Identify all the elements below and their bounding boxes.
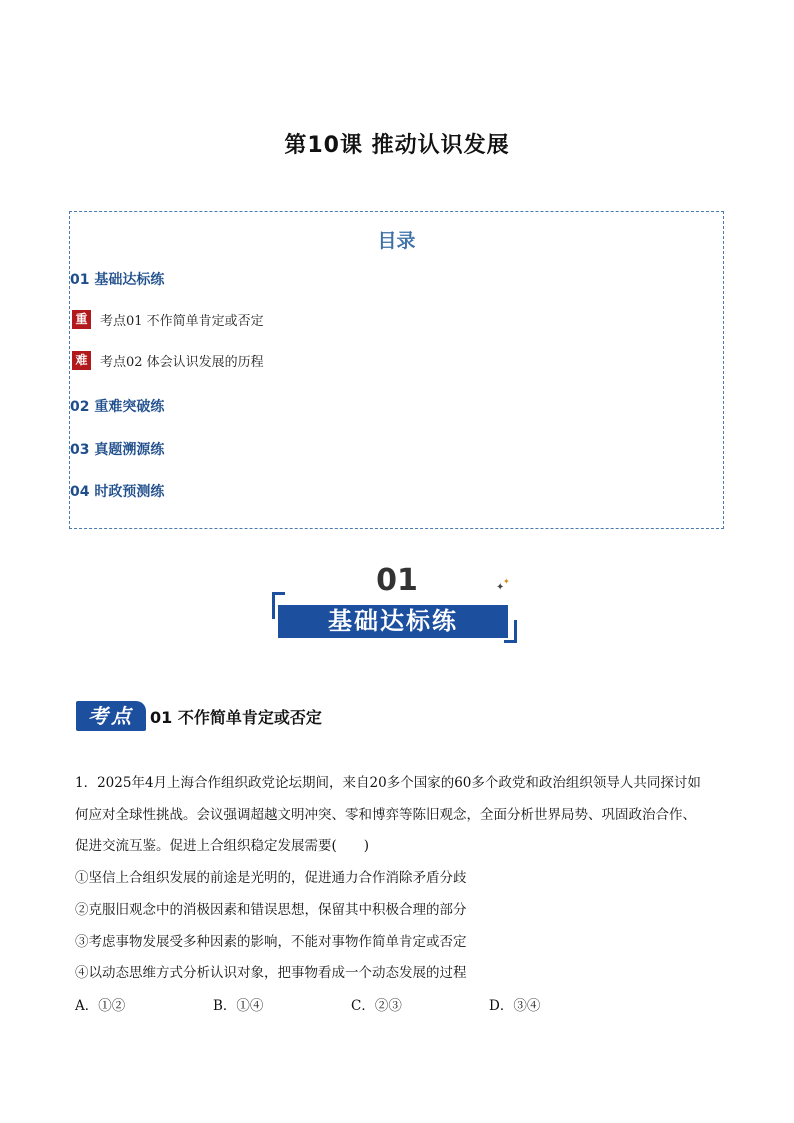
option-a[interactable]: A．①② [75, 998, 126, 1014]
statement-3: ③考虑事物发展受多种因素的影响，不能对事物作简单肯定或否定 [75, 934, 467, 950]
toc-item-past-exams[interactable]: 03 真题溯源练 [70, 442, 165, 458]
toc-item-breakthrough[interactable]: 02 重难突破练 [70, 399, 165, 415]
toc-heading: 目录 [377, 230, 416, 252]
toc-item-current-affairs[interactable]: 04 时政预测练 [70, 484, 165, 500]
option-d[interactable]: D．③④ [489, 998, 541, 1014]
statement-2: ②克服旧观念中的消极因素和错误思想，保留其中积极合理的部分 [75, 902, 467, 918]
answer-options [75, 994, 627, 1014]
key-point-badge: 重 [72, 310, 91, 329]
sparkle-small-icon: ✦ [503, 577, 510, 586]
option-b[interactable]: B．①④ [213, 998, 264, 1014]
section-number: 01 [376, 563, 418, 598]
toc-item-basic[interactable]: 01 基础达标练 [70, 272, 165, 288]
toc-item-label: 考点01 不作简单肯定或否定 [100, 314, 264, 329]
option-c[interactable]: C．②③ [351, 998, 402, 1014]
toc-item-label: 考点02 体会认识发展的历程 [100, 355, 264, 370]
toc-item-kaodian-01[interactable] [72, 310, 264, 329]
kaodian-badge: 考点 [76, 701, 146, 731]
question-text-line: 何应对全球性挑战。会议强调超越文明冲突、零和博弈等陈旧观念，全面分析世界局势、巩固政治合作、 [75, 807, 696, 823]
question-text-line: 1．2025年4月上海合作组织政党论坛期间，来自20多个国家的60多个政党和政治组织领导人共同探讨如 [75, 775, 701, 791]
statement-4: ④以动态思维方式分析认识对象，把事物看成一个动态发展的过程 [75, 965, 467, 981]
statement-1: ①坚信上合组织发展的前途是光明的，促进通力合作消除矛盾分歧 [75, 870, 467, 886]
page-title: 第10课 推动认识发展 [284, 133, 510, 158]
toc-item-kaodian-02[interactable] [72, 351, 264, 370]
section-banner: 基础达标练 [278, 605, 508, 638]
difficult-point-badge: 难 [72, 351, 91, 370]
question-text-line: 促进交流互鉴。促进上合组织稳定发展需要( ) [75, 838, 370, 854]
sparkle-icon: ✦ [496, 582, 505, 593]
kaodian-title: 01 不作简单肯定或否定 [150, 708, 322, 727]
table-of-contents [69, 211, 724, 529]
